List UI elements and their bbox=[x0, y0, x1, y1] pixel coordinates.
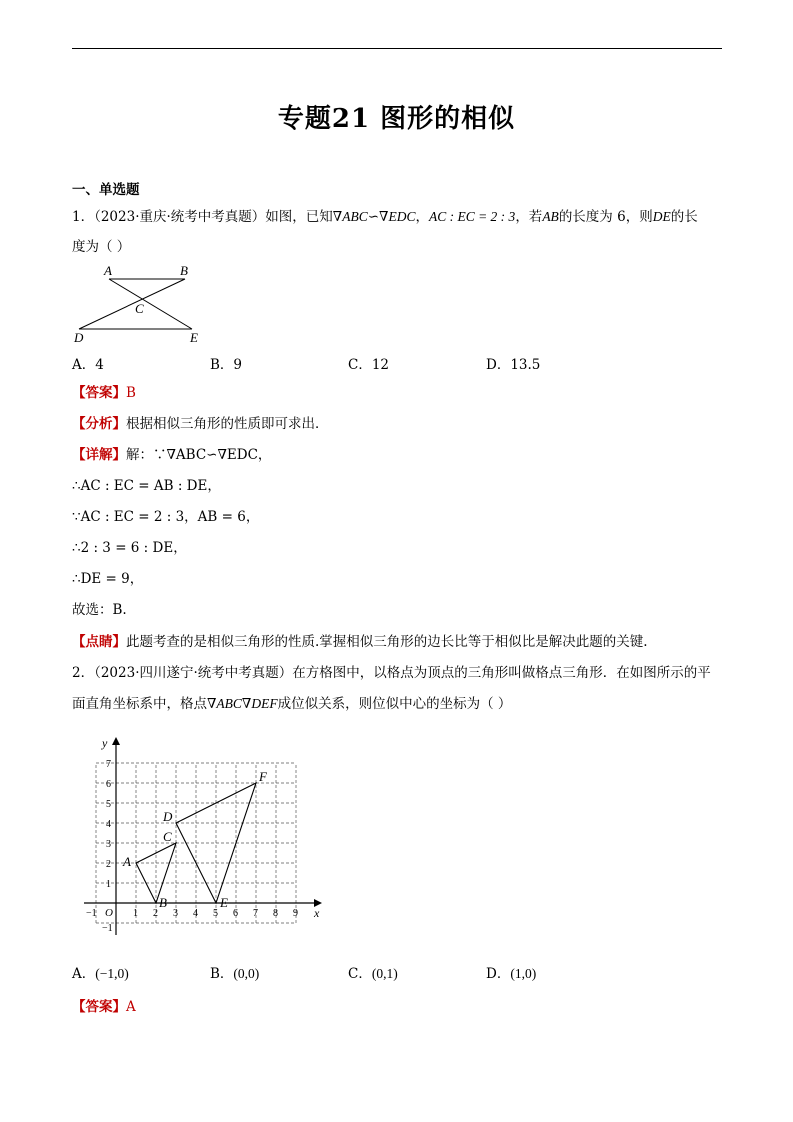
page-title: 专题21 图形的相似 bbox=[277, 104, 516, 134]
q1-stem-line1 bbox=[72, 208, 698, 226]
axes bbox=[84, 736, 322, 935]
comment-tag: 【点睛】 bbox=[72, 634, 126, 650]
option-letter: D． bbox=[486, 966, 511, 982]
q1-stem-text: 的长 bbox=[670, 209, 698, 225]
q2-stem-line1: 2．（2023·四川遂宁·统考中考真题）在方格图中，以格点为顶点的三角形叫做格点三角形．在如图所示的平 bbox=[72, 665, 711, 681]
q1-detail-line2: ∴AC : EC = AB : DE， bbox=[72, 478, 221, 494]
q1-option-c: C．12 bbox=[348, 357, 390, 373]
q1-stem-text: 1．（2023·重庆·统考中考真题）如图，已知 bbox=[72, 209, 333, 225]
y-axis-arrow bbox=[112, 737, 120, 745]
q2-answer bbox=[72, 998, 136, 1016]
point-label-b: B bbox=[159, 895, 167, 910]
x-tick-label: 9 bbox=[293, 908, 298, 919]
y-tick-label: 3 bbox=[106, 839, 111, 850]
q1-analysis bbox=[72, 415, 329, 433]
q2-stem-text: 面直角坐标系中，格点 bbox=[72, 696, 207, 712]
q2-coordinate-figure bbox=[72, 735, 332, 945]
q1-option-b: B．9 bbox=[210, 357, 243, 373]
point-label-a: A bbox=[123, 854, 131, 869]
label-e: E bbox=[190, 330, 198, 345]
label-d: D bbox=[74, 330, 84, 345]
q1-stem-math: DE bbox=[652, 209, 671, 224]
q1-option-d: D．13.5 bbox=[486, 357, 541, 373]
answer-tag: 【答案】 bbox=[72, 385, 126, 401]
origin-label: O bbox=[105, 907, 113, 919]
y-tick-label: 1 bbox=[106, 879, 111, 890]
q1-detail-line3: ∵AC : EC = 2 : 3，AB = 6， bbox=[72, 509, 260, 525]
x-axis-label: x bbox=[314, 906, 320, 920]
q2-stem-text: 成位似关系，则位似中心的坐标为（ ） bbox=[277, 696, 512, 712]
label-a: A bbox=[104, 263, 112, 278]
x-tick-label: 2 bbox=[153, 908, 158, 919]
answer-tag: 【答案】 bbox=[72, 999, 126, 1015]
q2-stem-line2 bbox=[72, 695, 511, 713]
y-tick-label: 6 bbox=[106, 779, 111, 790]
q1-stem-math: AC : EC = 2 : 3 bbox=[428, 209, 516, 224]
point-label-d: D bbox=[163, 809, 173, 824]
point-labels bbox=[122, 769, 268, 910]
x-tick-label: 7 bbox=[253, 908, 258, 919]
y-tick-label: 5 bbox=[106, 799, 111, 810]
point-label-c: C bbox=[163, 829, 172, 844]
option-value: (−1,0) bbox=[95, 966, 129, 981]
segment-ae bbox=[109, 279, 192, 329]
option-letter: C． bbox=[348, 966, 372, 982]
point-label-e: E bbox=[220, 895, 228, 910]
analysis-tag: 【分析】 bbox=[72, 416, 126, 432]
q1-stem-math: AB bbox=[542, 209, 559, 224]
analysis-text: 根据相似三角形的性质即可求出． bbox=[126, 416, 329, 432]
q2-option-a bbox=[72, 962, 129, 982]
detail-tag: 【详解】 bbox=[72, 447, 126, 463]
option-value: (0,1) bbox=[371, 966, 398, 981]
label-c: C bbox=[135, 301, 144, 316]
answer-value: B bbox=[126, 385, 136, 401]
section-heading: 一、单选题 bbox=[72, 182, 140, 198]
detail-text: 解：∵∇ABC∽∇EDC， bbox=[126, 447, 272, 463]
answer-value: A bbox=[126, 999, 136, 1015]
y-tick-label: 4 bbox=[106, 819, 111, 830]
y-tick-label: −1 bbox=[102, 923, 113, 934]
x-tick-label: 3 bbox=[173, 908, 178, 919]
option-value: (0,0) bbox=[233, 966, 260, 981]
x-tick-label: 8 bbox=[273, 908, 278, 919]
q1-detail-line4: ∴2 : 3 = 6 : DE， bbox=[72, 540, 187, 556]
top-rule bbox=[72, 48, 722, 49]
q2-option-c bbox=[348, 962, 398, 982]
q1-stem-text: ，若 bbox=[515, 209, 543, 225]
point-label-f: F bbox=[259, 769, 267, 784]
q1-answer bbox=[72, 384, 136, 402]
comment-text: 此题考查的是相似三角形的性质.掌握相似三角形的边长比等于相似比是解决此题的关键. bbox=[126, 634, 648, 650]
q1-stem-math: ∇ABC∽∇EDC bbox=[332, 209, 416, 224]
q2-option-d bbox=[486, 962, 536, 982]
y-tick-label: 7 bbox=[106, 759, 111, 770]
x-tick-label: −1 bbox=[86, 908, 97, 919]
option-value: (1,0) bbox=[510, 966, 537, 981]
y-axis-label: y bbox=[102, 736, 108, 750]
tick-labels bbox=[86, 759, 298, 934]
q2-option-b bbox=[210, 962, 259, 982]
y-tick-label: 2 bbox=[106, 859, 111, 870]
q1-figure bbox=[72, 262, 212, 346]
q1-stem-line2: 度为（ ） bbox=[72, 239, 131, 255]
x-tick-label: 4 bbox=[193, 908, 198, 919]
q1-option-a: A．4 bbox=[72, 357, 104, 373]
option-letter: B． bbox=[210, 966, 234, 982]
q1-detail-line5: ∴DE = 9， bbox=[72, 571, 144, 587]
q1-detail-line6: 故选：B. bbox=[72, 602, 127, 618]
segment-bd bbox=[79, 279, 185, 329]
option-letter: A． bbox=[72, 966, 96, 982]
label-b: B bbox=[180, 263, 188, 278]
q1-stem-text: 的长度为 6，则 bbox=[558, 209, 653, 225]
q1-stem-text: ， bbox=[415, 209, 429, 225]
q1-detail-line1 bbox=[72, 446, 271, 464]
x-tick-label: 5 bbox=[213, 908, 218, 919]
q2-stem-math: ∇ABC∇DEF bbox=[207, 696, 278, 711]
x-tick-label: 6 bbox=[233, 908, 238, 919]
x-tick-label: 1 bbox=[133, 908, 138, 919]
q1-comment bbox=[72, 633, 648, 651]
grid-lines bbox=[96, 763, 296, 923]
